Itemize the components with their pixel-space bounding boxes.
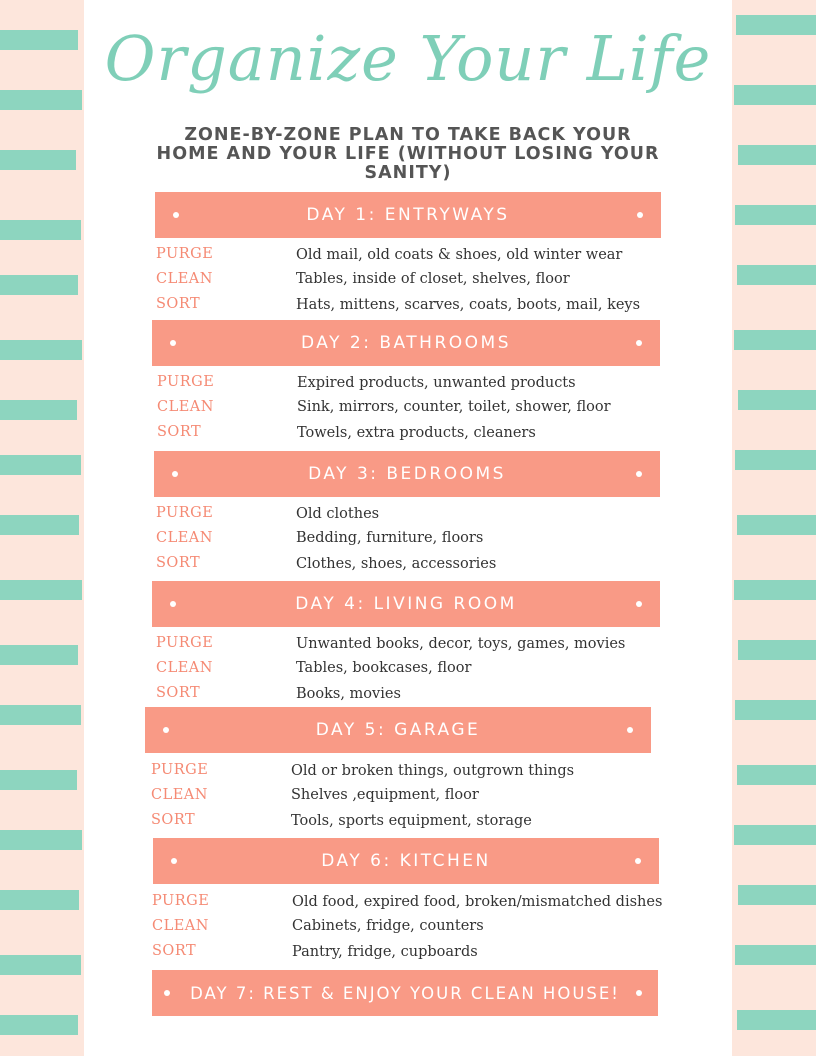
- day-heading: DAY 2: BATHROOMS: [300, 333, 511, 353]
- dot: [636, 990, 642, 996]
- stripe: [0, 830, 82, 850]
- stripe: [0, 515, 79, 535]
- stripe: [0, 400, 77, 420]
- day-heading: DAY 6: KITCHEN: [321, 851, 491, 871]
- sort-items: Hats, mittens, scarves, coats, boots, mail, keys: [296, 297, 641, 313]
- sort-items: Tools, sports equipment, storage: [291, 813, 532, 829]
- page-title: Organize Your Life: [104, 22, 712, 95]
- stripe: [0, 770, 77, 790]
- stripe: [0, 150, 76, 170]
- dot: [636, 471, 642, 477]
- stripe: [737, 1010, 816, 1030]
- day-banner: [155, 192, 661, 238]
- stripe: [0, 275, 78, 295]
- left-stripe-border: [0, 0, 84, 1056]
- stripe: [737, 515, 816, 535]
- stripe: [0, 890, 79, 910]
- stripe: [0, 645, 78, 665]
- day-heading: DAY 4: LIVING ROOM: [295, 594, 517, 614]
- stripe: [738, 390, 816, 410]
- stripe: [735, 450, 816, 470]
- stripe: [735, 205, 816, 225]
- clean-items: Sink, mirrors, counter, toilet, shower, floor: [297, 399, 611, 415]
- final-day-heading: DAY 7: REST & ENJOY YOUR CLEAN HOUSE!: [190, 983, 620, 1003]
- day-banner: [153, 838, 659, 884]
- purge-label: PURGE: [152, 893, 210, 909]
- dot: [164, 990, 170, 996]
- clean-items: Tables, inside of closet, shelves, floor: [296, 271, 570, 287]
- clean-label: CLEAN: [156, 530, 213, 546]
- sort-items: Pantry, fridge, cupboards: [292, 944, 478, 960]
- dot: [170, 601, 176, 607]
- sort-items: Towels, extra products, cleaners: [297, 425, 536, 441]
- dot: [635, 858, 641, 864]
- purge-items: Old or broken things, outgrown things: [291, 763, 575, 779]
- sort-label: SORT: [156, 555, 201, 571]
- clean-label: CLEAN: [157, 399, 214, 415]
- day-banner: [154, 451, 660, 497]
- stripe: [734, 825, 816, 845]
- stripe: [734, 580, 816, 600]
- clean-label: CLEAN: [156, 660, 213, 676]
- stripe: [0, 1015, 78, 1035]
- purge-label: PURGE: [156, 635, 214, 651]
- stripe: [734, 330, 816, 350]
- sort-label: SORT: [152, 943, 197, 959]
- sort-label: SORT: [156, 296, 201, 312]
- clean-items: Cabinets, fridge, counters: [292, 918, 484, 934]
- stripe: [737, 765, 816, 785]
- purge-label: PURGE: [156, 246, 214, 262]
- clean-label: CLEAN: [151, 787, 208, 803]
- stripe: [0, 455, 81, 475]
- clean-items: Bedding, furniture, floors: [296, 530, 484, 546]
- day-heading: DAY 3: BEDROOMS: [308, 464, 506, 484]
- day-heading: DAY 5: GARAGE: [315, 720, 481, 740]
- purge-label: PURGE: [156, 505, 214, 521]
- day-banner: [152, 320, 660, 366]
- stripe: [738, 885, 816, 905]
- stripe: [0, 220, 81, 240]
- purge-items: Old mail, old coats & shoes, old winter wear: [296, 247, 623, 263]
- stripe: [737, 265, 816, 285]
- dot: [627, 727, 633, 733]
- purge-items: Old food, expired food, broken/mismatched dishes: [292, 894, 663, 910]
- dot: [163, 727, 169, 733]
- stripe: [0, 955, 81, 975]
- sort-items: Books, movies: [296, 686, 401, 702]
- stripe: [0, 340, 82, 360]
- sort-label: SORT: [156, 685, 201, 701]
- clean-label: CLEAN: [156, 271, 213, 287]
- stripe: [738, 640, 816, 660]
- day-heading: DAY 1: ENTRYWAYS: [306, 205, 510, 225]
- clean-items: Tables, bookcases, floor: [296, 660, 472, 676]
- purge-items: Expired products, unwanted products: [297, 375, 576, 391]
- stripe: [735, 945, 816, 965]
- dot: [636, 340, 642, 346]
- sort-label: SORT: [151, 812, 196, 828]
- sort-items: Clothes, shoes, accessories: [296, 556, 497, 572]
- purge-items: Unwanted books, decor, toys, games, movies: [296, 636, 626, 652]
- dot: [172, 471, 178, 477]
- day-banner: [152, 581, 660, 627]
- purge-label: PURGE: [151, 762, 209, 778]
- dot: [636, 601, 642, 607]
- sort-label: SORT: [157, 424, 202, 440]
- stripe: [0, 580, 82, 600]
- dot: [170, 340, 176, 346]
- dot: [637, 212, 643, 218]
- stripe: [735, 700, 816, 720]
- clean-label: CLEAN: [152, 918, 209, 934]
- page-subtitle: ZONE-BY-ZONE PLAN TO TAKE BACK YOUR HOME AND YOUR LIFE (WITHOUT LOSING YOUR SANITY): [156, 125, 660, 183]
- purge-items: Old clothes: [296, 506, 380, 522]
- day-banner: [145, 707, 651, 753]
- right-stripe-border: [732, 0, 816, 1056]
- stripe: [0, 705, 81, 725]
- dot: [173, 212, 179, 218]
- clean-items: Shelves ,equipment, floor: [291, 787, 479, 803]
- final-day-banner: [152, 970, 658, 1016]
- stripe: [738, 145, 816, 165]
- purge-label: PURGE: [157, 374, 215, 390]
- dot: [171, 858, 177, 864]
